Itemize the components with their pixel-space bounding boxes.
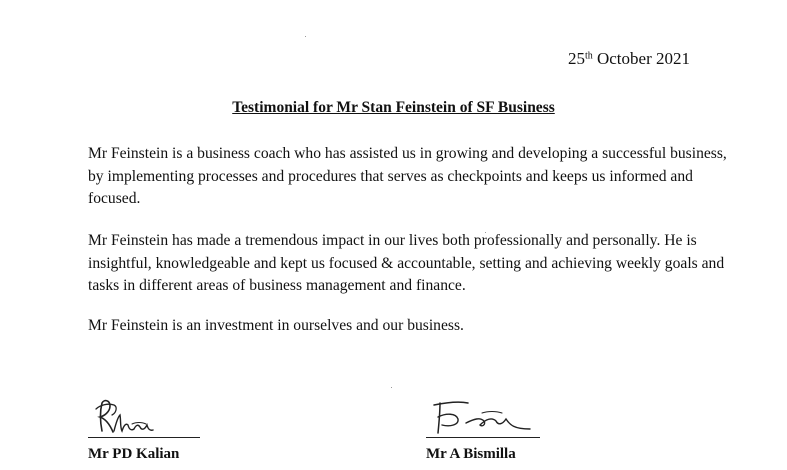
- paragraph-2: Mr Feinstein has made a tremendous impact in our lives both professionally and personally. He is insightful, knowledgeable and kept us focused & accountable, setting and achieving weekly goals and tasks in different areas of business management and finance.: [88, 232, 725, 294]
- date-day: 25: [567, 49, 585, 68]
- letter-date: [568, 48, 690, 70]
- date-month-year: October 2021: [592, 49, 690, 68]
- paragraph-1: Mr Feinstein is a business coach who has assisted us in growing and developing a successful business, by implementing processes and procedures that serves as checkpoints and keeps us informed and focused.: [88, 145, 727, 207]
- signatory-name: Mr PD Kalian: [88, 446, 180, 462]
- paragraph-3: Mr Feinstein is an investment in ourselves and our business.: [88, 317, 464, 334]
- handwritten-signature-kalian: [88, 395, 200, 437]
- date-suffix: th: [584, 50, 593, 62]
- letter-title: Testimonial for Mr Stan Feinstein of SF Business: [232, 99, 555, 116]
- signature-block-kalian: [88, 395, 200, 463]
- scan-speck: [391, 387, 392, 388]
- signature-line: [88, 437, 200, 438]
- scan-speck: [305, 36, 306, 37]
- handwritten-signature-bismilla: [426, 395, 540, 437]
- signature-line: [426, 437, 540, 438]
- signatory-name: Mr A Bismilla: [426, 446, 516, 462]
- signature-block-bismilla: [426, 395, 540, 463]
